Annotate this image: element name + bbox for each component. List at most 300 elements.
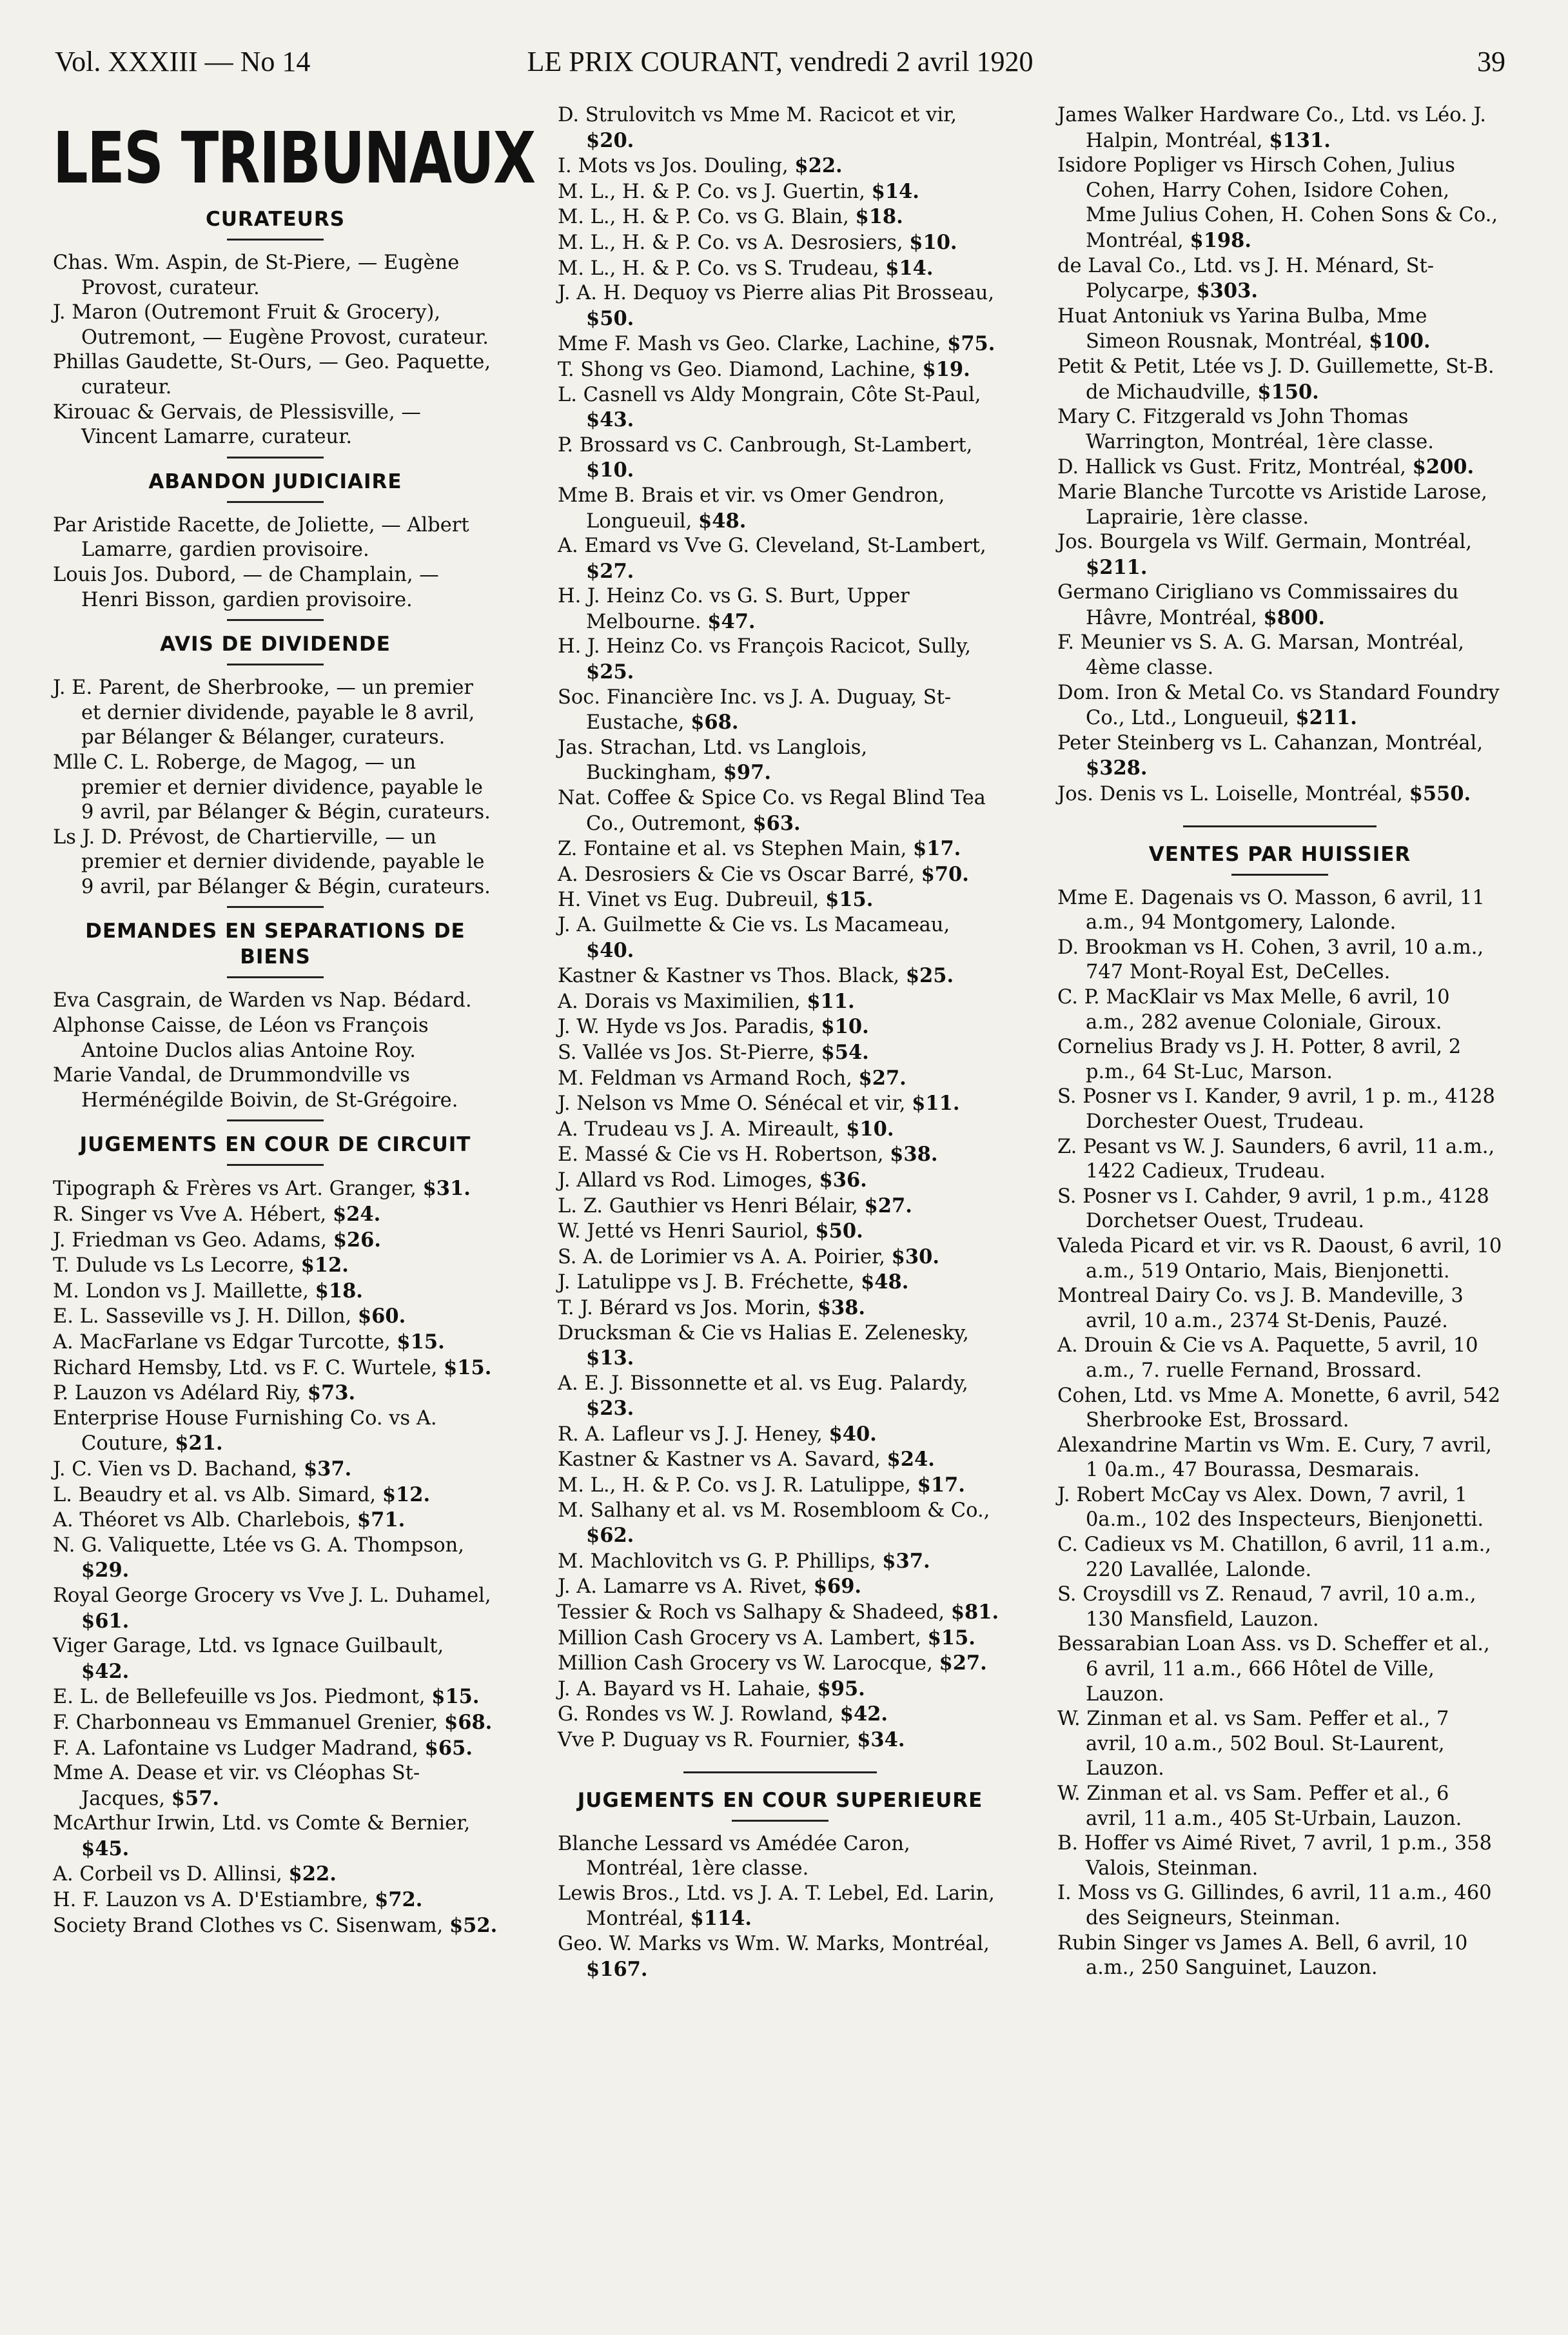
case-text: James Walker Hardware Co., Ltd. vs Léo. J. Halpin, Montréal, — [1057, 104, 1486, 152]
case-amount: $22. — [288, 1862, 337, 1886]
list-item: S. Croysdill vs Z. Renaud, 7 avril, 10 a.m., 130 Mansfield, Lauzon. — [1057, 1583, 1476, 1631]
list-item: Marie Vandal, de Drummondville vs Herménégilde Boivin, de St-Grégoire. — [53, 1064, 458, 1112]
case-text: D. Hallick vs Gust. Fritz, Montréal, — [1057, 456, 1406, 479]
list-curateurs — [53, 251, 498, 450]
list-item — [53, 1508, 498, 1533]
case-amount: $15. — [431, 1685, 480, 1709]
case-amount: $68. — [444, 1710, 493, 1734]
list-item: Cornelius Brady vs J. H. Potter, 8 avril, 2 p.m., 64 St-Luc, Marson. — [1057, 1036, 1462, 1083]
case-text: Geo. W. Marks vs Wm. W. Marks, Montréal, — [558, 1932, 990, 1955]
list-item — [1057, 580, 1502, 631]
case-text: P. Lauzon vs Adélard Riy, — [53, 1382, 302, 1405]
case-text: P. Brossard vs C. Canbrough, St-Lambert, — [558, 433, 973, 457]
case-amount: $68. — [691, 711, 739, 734]
case-amount: $48. — [861, 1270, 909, 1294]
list-item — [558, 836, 1003, 862]
case-amount: $95. — [817, 1677, 865, 1700]
list-item: S. Posner vs I. Cahder, 9 avril, 1 p.m., 4128 Dorchetser Ouest, Trudeau. — [1057, 1185, 1489, 1233]
case-text: Vve P. Duguay vs R. Fournier, — [558, 1729, 851, 1751]
list-item — [558, 1194, 1003, 1219]
page-number: 39 — [1477, 46, 1505, 77]
case-text: Million Cash Grocery vs W. Larocque, — [558, 1652, 933, 1675]
list-item: B. Hoffer vs Aimé Rivet, 7 avril, 1 p.m., 358 Valois, Steinman. — [1057, 1832, 1492, 1880]
list-item — [1057, 254, 1502, 304]
case-text: Tessier & Roch vs Salhapy & Shadeed, — [558, 1601, 945, 1624]
case-amount: $27. — [864, 1194, 912, 1217]
list-item — [558, 484, 1003, 534]
section-divider — [227, 1119, 324, 1121]
case-amount: $38. — [890, 1143, 938, 1167]
case-text: A. MacFarlane vs Edgar Turcotte, — [53, 1331, 391, 1354]
case-text: L. Beaudry et al. vs Alb. Simard, — [53, 1483, 377, 1506]
list-item: S. Posner vs I. Kander, 9 avril, 1 p. m., 4128 Dorchester Ouest, Trudeau. — [1057, 1085, 1495, 1133]
list-item — [53, 1862, 498, 1887]
case-text: Peter Steinberg vs L. Cahanzan, Montréal, — [1057, 731, 1484, 754]
case-text: Society Brand Clothes vs C. Sisenwam, — [53, 1914, 444, 1937]
case-amount: $11. — [912, 1092, 960, 1116]
list-item — [558, 331, 1003, 357]
case-text: Petit & Petit, Ltée vs J. D. Guillemette, St-B. de Michaudville, — [1057, 355, 1494, 404]
list-item — [558, 179, 1003, 205]
list-superieure-continued — [1057, 103, 1502, 807]
case-amount: $48. — [698, 509, 747, 533]
case-amount: $57. — [171, 1786, 220, 1810]
case-amount: $27. — [939, 1651, 987, 1675]
case-text: Kastner & Kastner vs A. Savard, — [558, 1448, 881, 1472]
case-text: M. London vs J. Maillette, — [53, 1279, 309, 1303]
case-amount: $12. — [382, 1483, 431, 1506]
case-text: Mme B. Brais et vir. vs Omer Gendron, Longueuil, — [558, 484, 945, 533]
list-item — [558, 1832, 1003, 1882]
volume-number: Vol. XXXIII — No 14 — [55, 46, 311, 77]
list-item — [1057, 153, 1502, 253]
list-item: Valeda Picard et vir. vs R. Daoust, 6 avril, 10 a.m., 519 Ontario, Mais, Bienjonetti. — [1057, 1234, 1502, 1283]
case-text: Lewis Bros., Ltd. vs J. A. T. Lebel, Ed. Larin, Montréal, — [558, 1882, 995, 1931]
case-text: G. Rondes vs W. J. Rowland, — [558, 1703, 834, 1726]
case-amount: $15. — [825, 888, 874, 912]
list-item — [53, 1304, 498, 1330]
list-item — [558, 862, 1003, 888]
list-item — [558, 534, 1003, 584]
list-item — [1057, 631, 1502, 680]
case-amount: $61. — [81, 1609, 130, 1633]
list-dividende — [53, 676, 498, 900]
case-amount: $37. — [882, 1549, 930, 1573]
case-amount: $29. — [81, 1559, 130, 1582]
case-amount: $131. — [1269, 128, 1331, 152]
case-text: T. Dulude vs Ls Lecorre, — [53, 1254, 295, 1277]
case-text: M. L., H. & P. Co. vs A. Desrosiers, — [558, 231, 903, 254]
case-text: A. Trudeau vs J. A. Mireault, — [558, 1118, 840, 1141]
case-amount: $18. — [315, 1279, 363, 1303]
list-item — [558, 1040, 1003, 1066]
case-text: R. Singer vs Vve A. Hébert, — [53, 1203, 327, 1227]
case-amount: $43. — [586, 408, 634, 432]
case-text: Enterprise House Furnishing Co. vs A. Couture, — [53, 1406, 437, 1455]
section-title-separations: DEMANDES EN SEPARATIONS DE BIENS — [85, 920, 466, 969]
list-item — [558, 786, 1003, 836]
case-text: Drucksman & Cie vs Halias E. Zelenesky, — [558, 1321, 969, 1345]
case-amount: $15. — [444, 1355, 492, 1379]
section-title-circuit: JUGEMENTS EN COUR DE CIRCUIT — [79, 1133, 471, 1157]
case-text: J. Nelson vs Mme O. Sénécal et vir, — [558, 1092, 906, 1116]
case-text: H. J. Heinz Co. vs G. S. Burt, Upper Melbourne. — [558, 585, 910, 633]
list-item — [558, 1117, 1003, 1143]
case-amount: $30. — [891, 1245, 939, 1268]
case-text: F. A. Lafontaine vs Ludger Madrand, — [53, 1737, 418, 1760]
list-item: Alphonse Caisse, de Léon vs François Antoine Duclos alias Antoine Roy. — [53, 1014, 429, 1062]
list-item — [53, 1253, 498, 1279]
case-amount: $27. — [858, 1066, 906, 1090]
list-item — [558, 103, 1003, 153]
section-title-curateurs: CURATEURS — [205, 208, 346, 231]
list-item — [558, 736, 1003, 786]
case-text: E. L. Sasseville vs J. H. Dillon, — [53, 1305, 352, 1328]
list-item — [53, 1176, 498, 1202]
case-amount: $17. — [917, 1473, 965, 1497]
case-text: Huat Antoniuk vs Yarina Bulba, Mme Simeon Rousnak, Montréal, — [1057, 304, 1427, 353]
list-item: Bessarabian Loan Ass. vs D. Scheffer et al., 6 avril, 11 a.m., 666 Hôtel de Ville, Lauzon. — [1057, 1633, 1490, 1706]
list-item: Kirouac & Gervais, de Plessisville, — Vincent Lamarre, curateur. — [53, 400, 421, 449]
section-divider — [683, 1771, 877, 1773]
list-item — [53, 1684, 498, 1710]
list-circuit — [53, 1176, 498, 1938]
case-text: J. C. Vien vs D. Bachand, — [53, 1457, 298, 1481]
list-item — [558, 1014, 1003, 1040]
list-item — [558, 1066, 1003, 1092]
list-item — [53, 1228, 498, 1254]
case-amount: $14. — [885, 256, 934, 280]
list-item: I. Moss vs G. Gillindes, 6 avril, 11 a.m., 460 des Seigneurs, Steinman. — [1057, 1882, 1492, 1929]
list-item — [53, 1457, 498, 1483]
case-amount: $45. — [81, 1837, 130, 1860]
list-item — [558, 1882, 1003, 1932]
case-text: M. Machlovitch vs G. P. Phillips, — [558, 1550, 876, 1573]
case-amount: $20. — [586, 128, 634, 152]
list-item — [558, 1651, 1003, 1677]
case-amount: $26. — [333, 1228, 381, 1252]
list-item — [1057, 455, 1502, 480]
list-item — [1057, 530, 1502, 580]
case-text: M. L., H. & P. Co. vs G. Blain, — [558, 206, 849, 229]
case-text: F. Charbonneau vs Emmanuel Grenier, — [53, 1711, 438, 1734]
list-item: Phillas Gaudette, St-Ours, — Geo. Paquette, curateur. — [53, 351, 491, 399]
case-text: J. A. H. Dequoy vs Pierre alias Pit Brosseau, — [558, 282, 995, 305]
case-amount: $303. — [1196, 279, 1258, 303]
column-1 — [53, 103, 535, 1938]
case-amount: $40. — [828, 1422, 877, 1446]
case-text: Marie Blanche Turcotte vs Aristide Larose, Laprairie, 1ère classe. — [1057, 480, 1487, 529]
case-text: Nat. Coffee & Spice Co. vs Regal Blind Tea Co., Outremont, — [558, 787, 986, 835]
case-amount: $198. — [1190, 228, 1251, 252]
case-text: McArthur Irwin, Ltd. vs Comte & Bernier, — [53, 1812, 471, 1835]
list-item — [558, 1600, 1003, 1626]
list-item: Chas. Wm. Aspin, de St-Piere, — Eugène Provost, curateur. — [53, 251, 460, 299]
case-amount: $50. — [815, 1219, 863, 1243]
list-item — [53, 1533, 498, 1584]
case-amount: $15. — [927, 1626, 975, 1650]
case-text: Soc. Financière Inc. vs J. A. Duguay, St-Eustache, — [558, 685, 952, 734]
case-text: A. Desrosiers & Cie vs Oscar Barré, — [558, 863, 915, 886]
case-text: Viger Garage, Ltd. vs Ignace Guilbault, — [53, 1635, 444, 1658]
list-item — [53, 1381, 498, 1406]
case-text: M. L., H. & P. Co. vs S. Trudeau, — [558, 257, 879, 280]
case-amount: $22. — [794, 154, 843, 178]
list-item: Louis Jos. Dubord, — de Champlain, — Henri Bisson, gardien provisoire. — [53, 563, 439, 611]
case-amount: $71. — [357, 1508, 406, 1532]
list-item — [558, 357, 1003, 383]
journal-title-date: LE PRIX COURANT, vendredi 2 avril 1920 — [527, 46, 1034, 77]
list-item — [53, 1913, 498, 1939]
case-amount: $47. — [707, 609, 756, 633]
section-title-superieure: JUGEMENTS EN COUR SUPERIEURE — [577, 1788, 983, 1812]
list-item: Montreal Dairy Co. vs J. B. Mandeville, 3 avril, 10 a.m., 2374 St-Denis, Pauzé. — [1057, 1285, 1464, 1332]
case-text: F. Meunier vs S. A. G. Marsan, Montréal, 4ème classe. — [1057, 631, 1464, 680]
case-amount: $23. — [586, 1397, 634, 1421]
case-text: T. J. Bérard vs Jos. Morin, — [558, 1296, 812, 1319]
list-item — [558, 635, 1003, 685]
case-text: Dom. Iron & Metal Co. vs Standard Foundry Co., Ltd., Longueuil, — [1057, 681, 1500, 730]
case-text: Jas. Strachan, Ltd. vs Langlois, Buckingham, — [558, 736, 868, 785]
list-item: W. Zinman et al. vs Sam. Peffer et al., 7 avril, 10 a.m., 502 Boul. St-Laurent, Lauzon. — [1057, 1708, 1449, 1780]
list-abandon — [53, 513, 498, 613]
case-amount: $38. — [817, 1296, 866, 1319]
case-amount: $328. — [1086, 756, 1148, 780]
case-amount: $81. — [950, 1601, 999, 1624]
case-amount: $54. — [821, 1040, 869, 1064]
list-item — [558, 1296, 1003, 1321]
list-item — [558, 153, 1003, 179]
case-text: J. W. Hyde vs Jos. Paradis, — [558, 1016, 815, 1039]
case-amount: $63. — [752, 811, 801, 835]
list-item — [558, 1168, 1003, 1194]
case-text: M. L., H. & P. Co. vs J. R. Latulippe, — [558, 1474, 911, 1497]
list-item — [558, 887, 1003, 913]
list-item — [558, 1932, 1003, 1982]
section-rule — [227, 239, 324, 241]
list-item — [53, 1279, 498, 1305]
case-amount: $65. — [424, 1736, 473, 1760]
section-title-abandon: ABANDON JUDICIAIRE — [148, 469, 402, 493]
list-item — [558, 1626, 1003, 1651]
case-amount: $167. — [586, 1957, 648, 1981]
case-text: Jos. Denis vs L. Loiselle, Montréal, — [1057, 783, 1403, 806]
case-text: S. A. de Lorimier vs A. A. Poirier, — [558, 1245, 885, 1268]
list-item — [53, 1406, 498, 1457]
case-text: M. L., H. & P. Co. vs J. Guertin, — [558, 180, 865, 203]
case-amount: $200. — [1412, 455, 1475, 479]
list-item: Rubin Singer vs James A. Bell, 6 avril, 10 a.m., 250 Sanguinet, Lauzon. — [1057, 1931, 1468, 1980]
case-amount: $25. — [905, 964, 954, 988]
case-text: Jos. Bourgela vs Wilf. Germain, Montréal, — [1057, 531, 1472, 554]
case-text: Z. Fontaine et al. vs Stephen Main, — [558, 838, 907, 861]
list-item — [53, 1736, 498, 1762]
page-header — [55, 39, 1505, 90]
list-item — [558, 383, 1003, 433]
case-amount: $15. — [397, 1330, 445, 1354]
list-item — [53, 1483, 498, 1508]
case-amount: $60. — [357, 1305, 406, 1328]
list-item — [53, 1584, 498, 1634]
list-item: D. Brookman vs H. Cohen, 3 avril, 10 a.m., 747 Mont-Royal Est, DeCelles. — [1057, 936, 1484, 984]
list-item: Ls J. D. Prévost, de Chartierville, — un premier et dernier dividende, payable le 9 avril, par Bélanger & Bégin, curateurs. — [53, 825, 491, 898]
case-text: H. F. Lauzon vs A. D'Estiambre, — [53, 1889, 369, 1912]
case-amount: $10. — [909, 230, 957, 254]
list-item — [558, 1499, 1003, 1549]
section-rule — [227, 1164, 324, 1166]
list-item — [558, 204, 1003, 230]
list-item: Alexandrine Martin vs Wm. E. Cury, 7 avril, 1 0a.m., 47 Bourassa, Desmarais. — [1057, 1434, 1492, 1482]
case-text: L. Z. Gauthier vs Henri Bélair, — [558, 1194, 858, 1217]
case-amount: $18. — [855, 205, 903, 229]
list-item: Mme E. Dagenais vs O. Masson, 6 avril, 11 a.m., 94 Montgomery, Lalonde. — [1057, 886, 1485, 934]
list-item — [558, 1219, 1003, 1245]
case-text: L. Casnell vs Aldy Mongrain, Côte St-Paul, — [558, 383, 981, 406]
list-circuit-continued — [558, 103, 1003, 1753]
list-item: C. P. MacKlair vs Max Melle, 6 avril, 10 a.m., 282 avenue Coloniale, Giroux. — [1057, 986, 1450, 1034]
section-divider — [227, 906, 324, 908]
case-text: J. A. Guilmette & Cie vs. Ls Macameau, — [558, 914, 950, 936]
case-text: J. A. Lamarre vs A. Rivet, — [558, 1575, 808, 1599]
case-amount: $97. — [723, 761, 771, 785]
list-item — [558, 1270, 1003, 1296]
list-item — [558, 584, 1003, 635]
list-item — [53, 1887, 498, 1913]
case-text: E. L. de Bellefeuille vs Jos. Piedmont, — [53, 1686, 426, 1709]
case-text: de Laval Co., Ltd. vs J. H. Ménard, St-Polycarpe, — [1057, 254, 1435, 303]
case-amount: $19. — [922, 357, 970, 381]
list-item — [558, 1574, 1003, 1600]
case-text: Mary C. Fitzgerald vs John Thomas Warrington, Montréal, 1ère classe. — [1057, 406, 1434, 453]
list-item — [558, 963, 1003, 989]
case-amount: $114. — [690, 1907, 752, 1931]
case-amount: $25. — [586, 660, 634, 684]
section-rule — [227, 501, 324, 503]
case-text: J. Latulippe vs J. B. Fréchette, — [558, 1271, 855, 1294]
list-item — [558, 433, 1003, 484]
case-amount: $14. — [871, 179, 919, 203]
list-item — [558, 1321, 1003, 1372]
masthead-title: LES TRIBUNAUX — [53, 117, 535, 199]
case-amount: $27. — [586, 559, 634, 583]
case-text: E. Massé & Cie vs H. Robertson, — [558, 1143, 884, 1167]
case-amount: $70. — [921, 862, 969, 886]
case-text: Kastner & Kastner vs Thos. Black, — [558, 965, 900, 988]
list-item — [558, 1549, 1003, 1575]
case-text: I. Mots vs Jos. Douling, — [558, 155, 789, 178]
case-amount: $40. — [586, 938, 634, 962]
case-amount: $62. — [586, 1524, 634, 1548]
case-amount: $11. — [807, 989, 855, 1013]
case-amount: $10. — [821, 1015, 869, 1039]
list-item — [558, 1245, 1003, 1270]
list-item — [1057, 405, 1502, 455]
case-text: S. Vallée vs Jos. St-Pierre, — [558, 1041, 815, 1064]
list-item — [558, 1677, 1003, 1702]
list-item: A. Drouin & Cie vs A. Paquette, 5 avril, 10 a.m., 7. ruelle Fernand, Brossard. — [1057, 1334, 1478, 1382]
list-item — [1057, 782, 1502, 807]
column-2 — [558, 103, 1003, 1982]
case-text: J. Allard vs Rod. Limoges, — [558, 1168, 813, 1192]
list-item — [558, 1728, 1003, 1753]
section-title-dividende: AVIS DE DIVIDENDE — [160, 633, 391, 656]
case-text: D. Strulovitch vs Mme M. Racicot et vir, — [558, 104, 957, 126]
list-item: Cohen, Ltd. vs Mme A. Monette, 6 avril, 542 Sherbrooke Est, Brossard. — [1057, 1384, 1501, 1432]
case-amount: $10. — [586, 458, 634, 482]
list-item — [1057, 103, 1502, 153]
case-text: M. Salhany et al. vs M. Rosembloom & Co., — [558, 1499, 990, 1522]
case-text: A. Corbeil vs D. Allinsi, — [53, 1863, 282, 1886]
case-amount: $42. — [81, 1659, 130, 1683]
list-item: J. E. Parent, de Sherbrooke, — un premier et dernier dividende, payable le 8 avril, par Bélanger & Bélanger, curateurs. — [53, 676, 475, 749]
list-item: C. Cadieux vs M. Chatillon, 6 avril, 11 a.m., 220 Lavallée, Lalonde. — [1057, 1533, 1491, 1581]
list-item: Eva Casgrain, de Warden vs Nap. Bédard. — [53, 989, 472, 1012]
section-divider — [1183, 825, 1377, 827]
list-item — [558, 1702, 1003, 1728]
list-item — [53, 1330, 498, 1355]
case-text: H. Vinet vs Eug. Dubreuil, — [558, 889, 819, 912]
list-item — [1057, 480, 1502, 530]
section-rule — [1231, 874, 1328, 876]
section-rule — [227, 976, 324, 978]
case-text: R. A. Lafleur vs J. J. Heney, — [558, 1423, 823, 1446]
list-item: Mlle C. L. Roberge, de Magog, — un premier et dernier dividence, payable le 9 avril, par Bélanger & Bégin, curateurs. — [53, 751, 491, 824]
section-divider — [227, 619, 324, 621]
list-item: Par Aristide Racette, de Joliette, — Albert Lamarre, gardien provisoire. — [53, 513, 469, 562]
case-text: A. Théoret vs Alb. Charlebois, — [53, 1509, 351, 1532]
list-item — [53, 1761, 498, 1811]
list-item — [558, 1372, 1003, 1422]
case-text: Mme F. Mash vs Geo. Clarke, Lachine, — [558, 333, 941, 356]
case-amount: $72. — [375, 1888, 423, 1912]
list-item — [558, 1091, 1003, 1117]
case-amount: $24. — [887, 1448, 935, 1472]
case-text: Richard Hemsby, Ltd. vs F. C. Wurtele, — [53, 1356, 438, 1379]
list-item — [558, 281, 1003, 331]
list-huissier — [1057, 886, 1502, 1981]
list-superieure — [558, 1832, 1003, 1983]
case-amount: $550. — [1409, 782, 1471, 806]
section-divider — [227, 457, 324, 458]
list-item — [1057, 304, 1502, 355]
case-amount: $34. — [857, 1728, 905, 1751]
case-text: H. J. Heinz Co. vs François Racicot, Sully, — [558, 635, 971, 658]
section-rule — [227, 664, 324, 665]
list-item: J. Maron (Outremont Fruit & Grocery), Outremont, — Eugène Provost, curateur. — [53, 301, 489, 349]
list-item: J. Robert McCay vs Alex. Down, 7 avril, 1 0a.m., 102 des Inspecteurs, Bienjonetti. — [1057, 1483, 1484, 1532]
list-item — [53, 1811, 498, 1862]
case-amount: $800. — [1263, 606, 1326, 629]
case-text: Blanche Lessard vs Amédée Caron, Montréal, 1ère classe. — [558, 1832, 910, 1880]
list-item — [1057, 355, 1502, 405]
case-amount: $52. — [449, 1913, 498, 1937]
list-item — [53, 1202, 498, 1228]
list-item — [558, 1422, 1003, 1448]
case-text: Mme A. Dease et vir. vs Cléophas St-Jacques, — [53, 1762, 420, 1810]
case-amount: $73. — [307, 1381, 356, 1405]
list-item: W. Zinman et al. vs Sam. Peffer et al., 6 avril, 11 a.m., 405 St-Urbain, Lauzon. — [1057, 1782, 1462, 1830]
list-separations — [53, 989, 498, 1113]
list-item — [558, 1142, 1003, 1168]
case-text: W. Jetté vs Henri Sauriol, — [558, 1220, 809, 1243]
case-text: A. E. J. Bissonnette et al. vs Eug. Palardy, — [558, 1372, 968, 1395]
list-item — [558, 989, 1003, 1015]
list-item — [558, 685, 1003, 736]
list-item — [558, 913, 1003, 963]
case-amount: $211. — [1086, 555, 1148, 579]
list-item — [53, 1355, 498, 1381]
case-amount: $10. — [846, 1117, 894, 1141]
